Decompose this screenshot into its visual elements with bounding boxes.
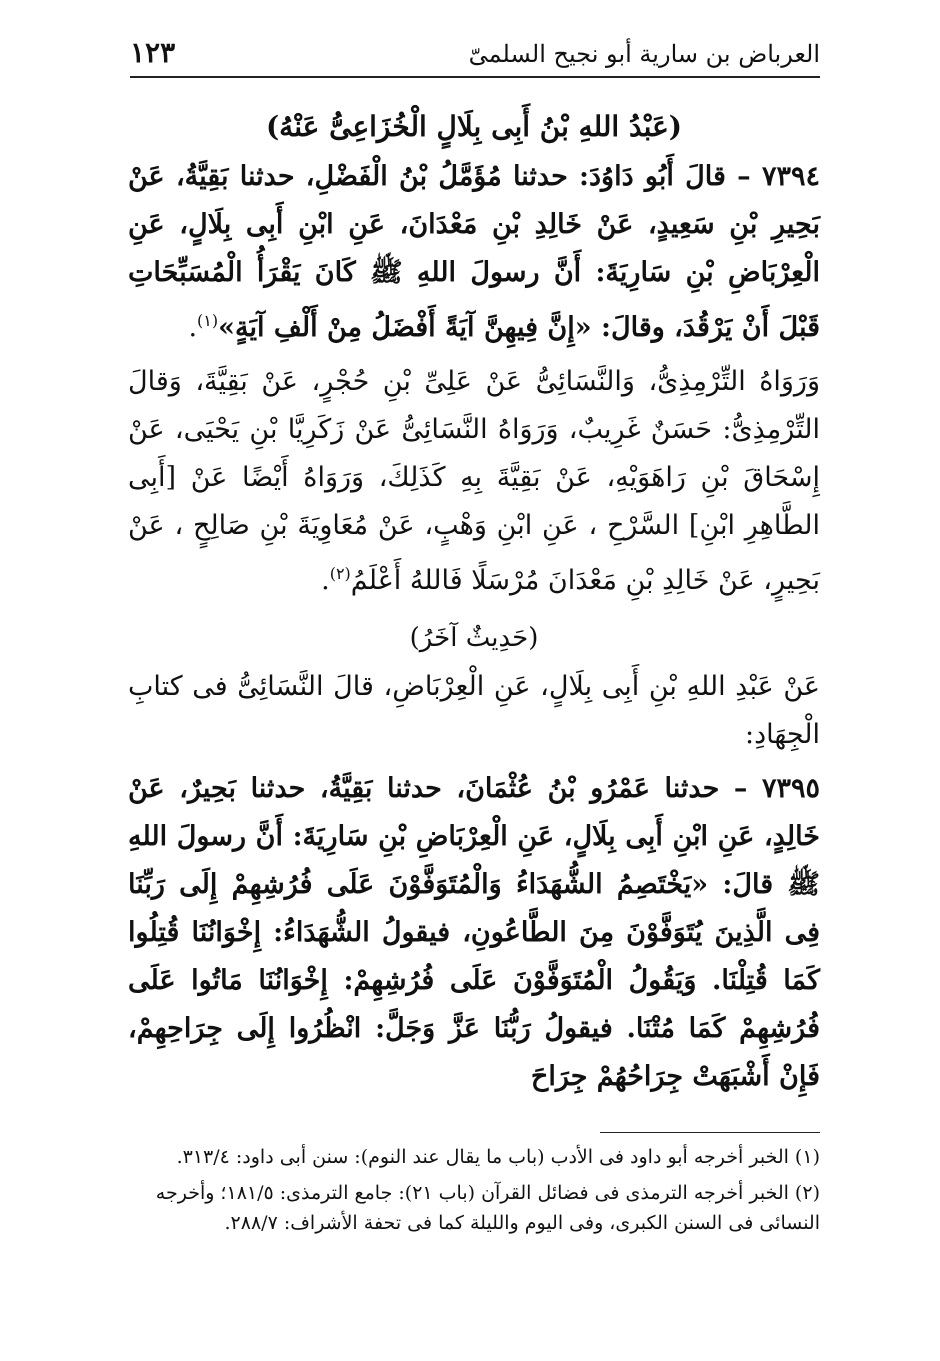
footnote-divider	[600, 1132, 820, 1133]
commentary-paragraph	[128, 358, 820, 605]
commentary-text: وَرَوَاهُ التِّرْمِذِىُّ، وَالنَّسَائِىُّ عَنْ عَلِىِّ بْنِ حُجْرٍ، عَنْ بَقِيَّةَ، وَقالَ التِّرْمِذِىُّ: حَسَنٌ غَرِيبٌ، وَرَوَاهُ النَّسَائِىُّ عَنْ زَكَرِيَّا بْنِ يَحْيَى، عَنْ إِسْحَاقَ بْنِ رَاهَوَيْهِ، عَنْ بَقِيَّةَ بِهِ كَذَلِكَ، وَرَوَاهُ أَيْضًا عَنْ [أَبِى الطَّاهِرِ ابْنِ] السَّرْحِ ، عَنِ ابْنِ وَهْبٍ، عَنْ مُعَاوِيَةَ بْنِ صَالِحٍ ، عَنْ بَحِيرٍ، عَنْ خَالِدِ بْنِ مَعْدَانَ مُرْسَلًا فَاللهُ أَعْلَمُ	[128, 366, 820, 596]
intro-paragraph: عَنْ عَبْدِ اللهِ بْنِ أَبِى بِلَالٍ، عَنِ الْعِرْبَاضِ، قالَ النَّسَائِىُّ فى كتابِ الْجِهَادِ:	[128, 671, 820, 750]
section-heading: (حَدِيثٌ آخَرُ)	[409, 623, 539, 653]
footnote-1: (١) الخبر أخرجه أبو داود فى الأدب (باب ما يقال عند النوم): سنن أبى داود: ٣١٣/٤.	[176, 1146, 820, 1168]
footnote-ref[interactable]: (٢)	[329, 564, 351, 583]
hadith-text: – حدثنا عَمْرُو بْنُ عُثْمَانَ، حدثنا بَقِيَّةُ، حدثنا بَحِيرٌ، عَنْ خَالِدٍ، عَنِ ابْنِ أَبِى بِلَالٍ، عَنِ الْعِرْبَاضِ بْنِ سَارِيَةَ: أَنَّ رسولَ اللهِ ﷺ قالَ: «يَخْتَصِمُ الشُّهَدَاءُ وَالْمُتَوَفَّوْنَ عَلَى فُرُشِهِمْ إِلَى رَبِّنَا فِى الَّذِينَ يُتَوَفَّوْنَ مِنَ الطَّاعُونِ، فيقولُ الشُّهَدَاءُ: إِخْوَانُنَا قُتِلُوا كَمَا قُتِلْنَا. وَيَقُولُ الْمُتَوَفَّوْنَ عَلَى فُرُشِهِمْ: إِخْوَانُنَا مَاتُوا عَلَى فُرُشِهِمْ كَمَا مُتْنَا. فيقولُ رَبُّنَا عَزَّ وَجَلَّ: انْظُرُوا إِلَى جِرَاحِهِمْ، فَإِنْ أَشْبَهَتْ جِرَاحُهُمْ جِرَاحَ	[128, 773, 820, 1092]
running-header	[130, 30, 820, 78]
footnote-ref[interactable]: (١)	[197, 311, 219, 330]
footnotes	[128, 1142, 820, 1244]
section-heading: (عَبْدُ اللهِ بْنُ أَبِى بِلَالٍ الْخُزَاعِىُّ عَنْهُ)	[265, 110, 683, 143]
main-text	[128, 110, 820, 1107]
hadith-7394	[128, 153, 820, 352]
punctuation: .	[188, 312, 198, 343]
hadith-7395	[128, 765, 820, 1101]
punctuation: .	[321, 565, 330, 596]
hadith-number: ٧٣٩٥	[761, 773, 820, 804]
page-number: ١٢٣	[130, 36, 176, 69]
hadith-text: – قالَ أَبُو دَاوُدَ: حدثنا مُؤَمَّلُ بْنُ الْفَضْلِ، حدثنا بَقِيَّةُ، عَنْ بَحِيرِ بْنِ سَعِيدٍ، عَنْ خَالِدِ بْنِ مَعْدَانَ، عَنِ ابْنِ أَبِى بِلَالٍ، عَنِ الْعِرْبَاضِ بْنِ سَارِيَةَ: أَنَّ رسولَ اللهِ ﷺ كَانَ يَقْرَأُ الْمُسَبِّحَاتِ قَبْلَ أَنْ يَرْقُدَ، وقالَ: «إِنَّ فِيهِنَّ آيَةً أَفْضَلُ مِنْ أَلْفِ آيَةٍ»	[128, 161, 820, 343]
footnote-2: (٢) الخبر أخرجه الترمذى فى فضائل القرآن (باب ٢١): جامع الترمذى: ١٨١/٥؛ وأخرجه النسائى فى السنن الكبرى، وفى اليوم والليلة كما فى تحفة الأشراف: ٢٨٨/٧.	[155, 1182, 820, 1234]
hadith-number: ٧٣٩٤	[761, 161, 820, 192]
header-title: العرباض بن سارية أبو نجيح السلمىّ	[468, 40, 820, 68]
